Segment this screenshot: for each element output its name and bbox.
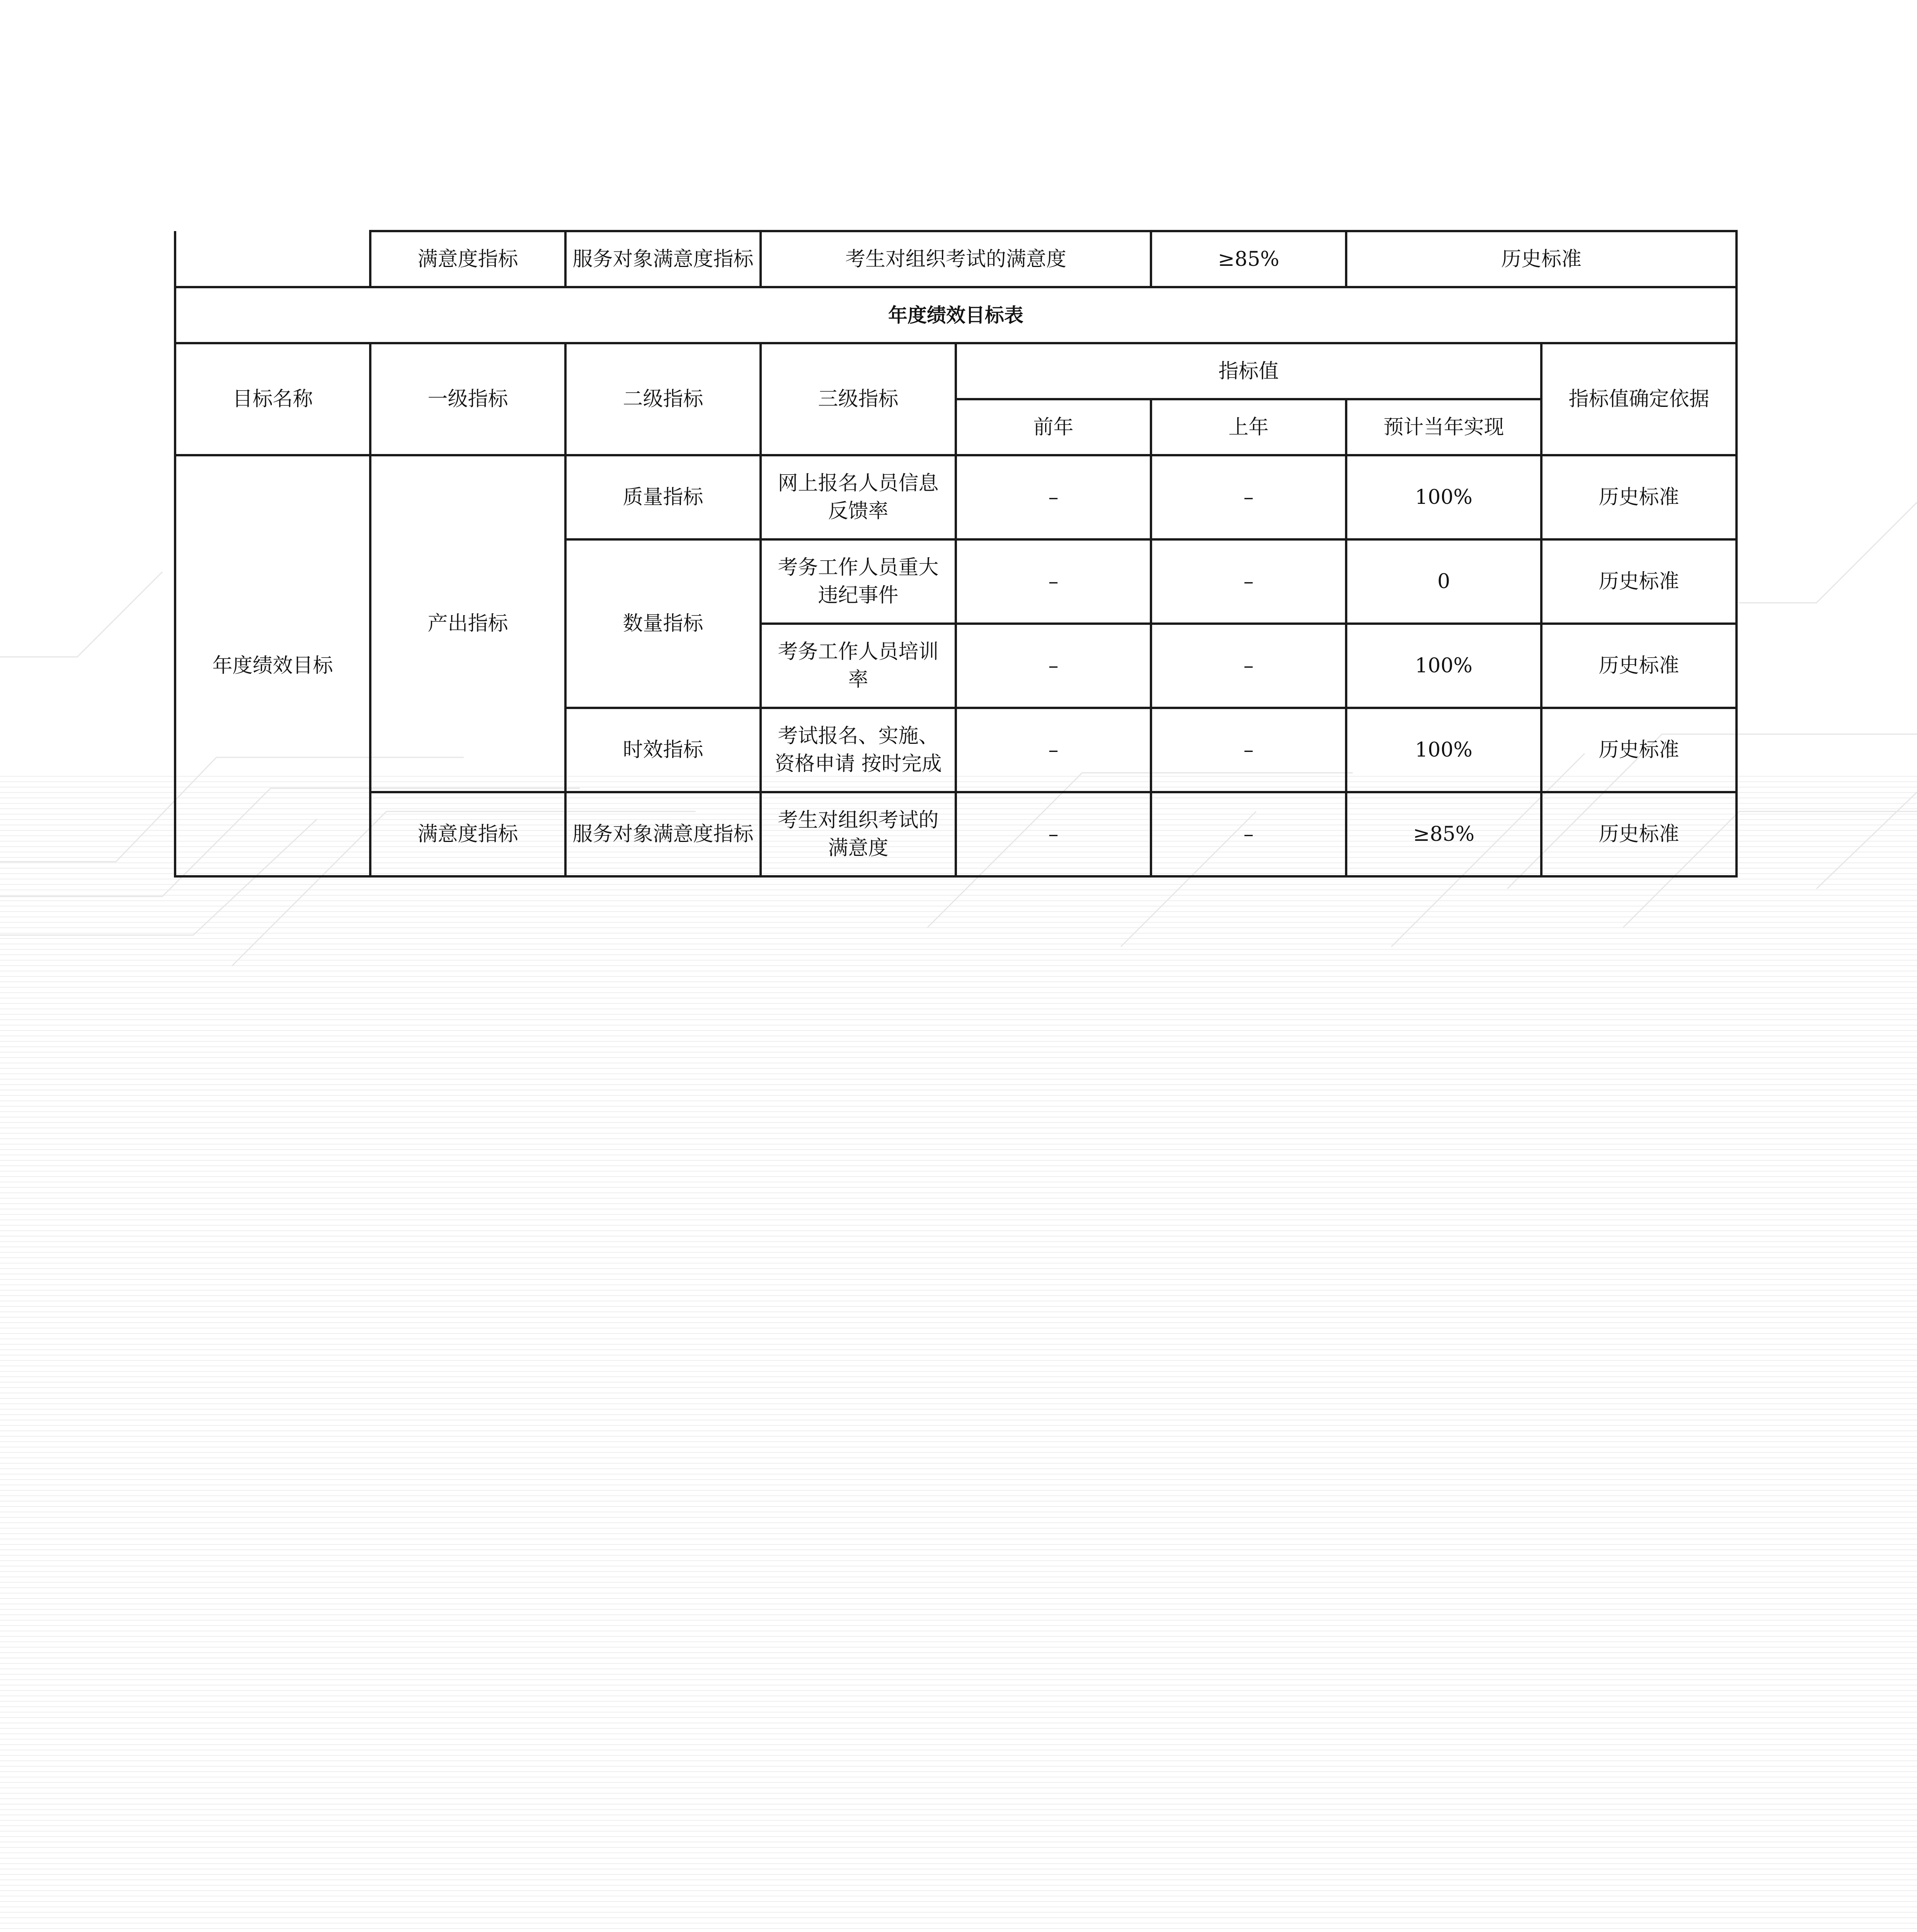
table-header-row <box>175 343 1737 399</box>
header-expected: 预计当年实现 <box>1346 399 1541 455</box>
last-year-cell: – <box>1151 792 1346 876</box>
section-title: 年度绩效目标表 <box>175 287 1737 343</box>
level2-cell: 数量指标 <box>565 539 761 708</box>
table-row <box>175 792 1737 876</box>
table-row <box>175 455 1737 539</box>
basis-cell: 历史标准 <box>1541 792 1737 876</box>
expected-cell: 100% <box>1346 708 1541 792</box>
prev-year-cell: – <box>956 624 1151 708</box>
level2-cell: 服务对象满意度指标 <box>565 792 761 876</box>
basis-cell: 历史标准 <box>1541 539 1737 624</box>
target-name-cell: 年度绩效目标 <box>175 455 370 876</box>
level3-cell: 考务工作人员培训率 <box>761 624 956 708</box>
basis-cell: 历史标准 <box>1346 231 1737 287</box>
header-prev-year: 前年 <box>956 399 1151 455</box>
level2-cell: 服务对象满意度指标 <box>565 231 761 287</box>
last-year-cell: – <box>1151 455 1346 539</box>
basis-cell: 历史标准 <box>1541 708 1737 792</box>
level2-cell: 质量指标 <box>565 455 761 539</box>
level3-cell: 考生对组织考试的满意度 <box>761 792 956 876</box>
table-row <box>175 231 1737 287</box>
last-year-cell: – <box>1151 624 1346 708</box>
prev-year-cell: – <box>956 708 1151 792</box>
header-indicator-value: 指标值 <box>956 343 1541 399</box>
expected-cell: 0 <box>1346 539 1541 624</box>
performance-target-table <box>174 230 1738 878</box>
table-row <box>175 287 1737 343</box>
expected-cell: ≥85% <box>1346 792 1541 876</box>
header-basis: 指标值确定依据 <box>1541 343 1737 455</box>
header-level3: 三级指标 <box>761 343 956 455</box>
header-level1: 一级指标 <box>370 343 565 455</box>
level1-cell: 产出指标 <box>370 455 565 792</box>
level3-cell: 考生对组织考试的满意度 <box>761 231 1151 287</box>
level2-cell: 时效指标 <box>565 708 761 792</box>
expected-cell: 100% <box>1346 624 1541 708</box>
expected-cell: 100% <box>1346 455 1541 539</box>
header-level2: 二级指标 <box>565 343 761 455</box>
basis-cell: 历史标准 <box>1541 624 1737 708</box>
last-year-cell: – <box>1151 539 1346 624</box>
level3-cell: 网上报名人员信息反馈率 <box>761 455 956 539</box>
level1-cell: 满意度指标 <box>370 792 565 876</box>
prev-year-cell: – <box>956 455 1151 539</box>
prev-year-cell: – <box>956 792 1151 876</box>
value-cell: ≥85% <box>1151 231 1346 287</box>
last-year-cell: – <box>1151 708 1346 792</box>
level3-cell: 考务工作人员重大违纪事件 <box>761 539 956 624</box>
basis-cell: 历史标准 <box>1541 455 1737 539</box>
prev-year-cell: – <box>956 539 1151 624</box>
header-target-name: 目标名称 <box>175 343 370 455</box>
level1-cell: 满意度指标 <box>370 231 565 287</box>
level3-cell: 考试报名、实施、资格申请 按时完成 <box>761 708 956 792</box>
continued-target-name-cell <box>175 231 370 287</box>
header-last-year: 上年 <box>1151 399 1346 455</box>
